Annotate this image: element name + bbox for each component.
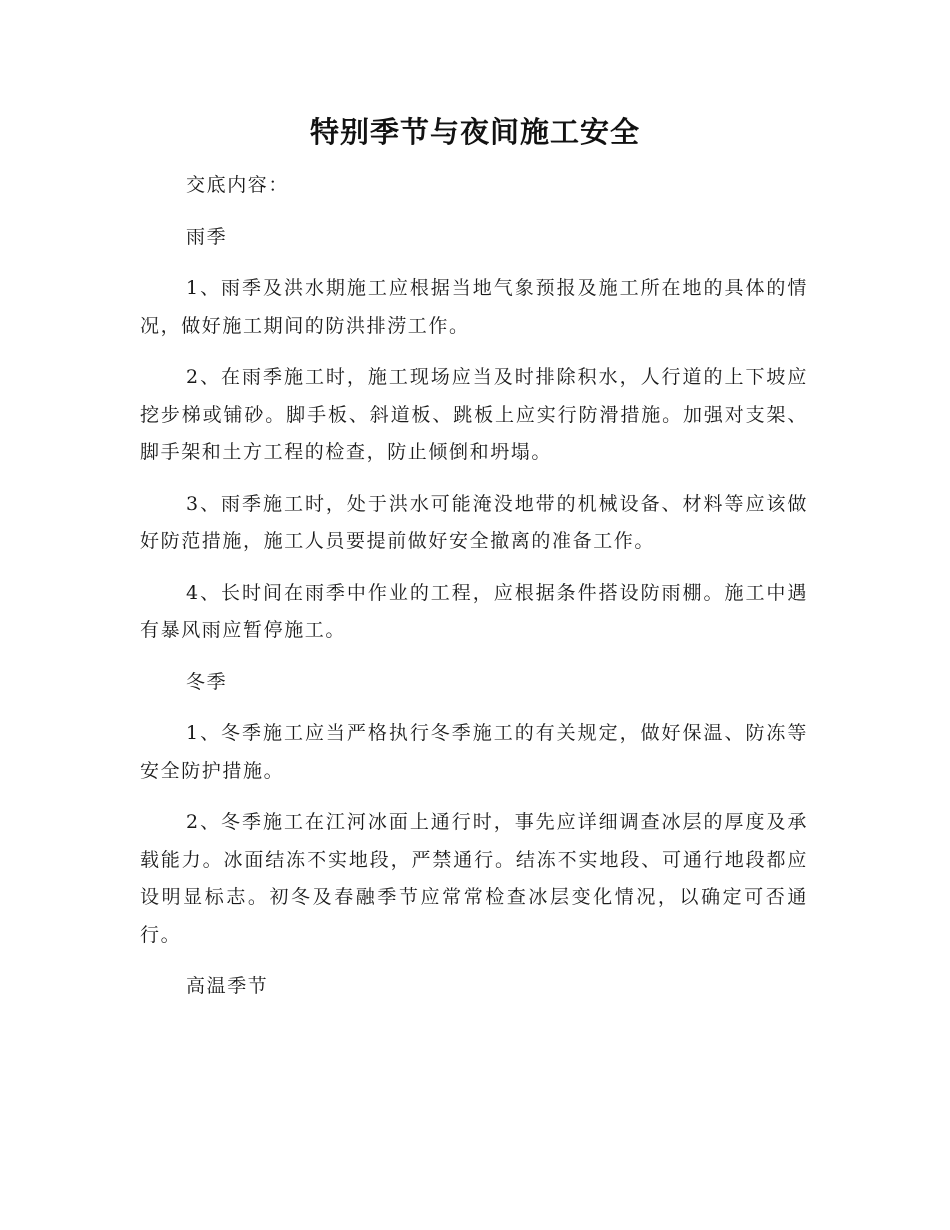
rain-item-4: 4、长时间在雨季中作业的工程，应根据条件搭设防雨棚。施工中遇有暴风雨应暂停施工。 <box>140 581 808 641</box>
document-title: 特别季节与夜间施工安全 <box>309 115 640 149</box>
section-heading-summer: 高温季节 <box>186 975 269 997</box>
document-body <box>140 167 808 1020</box>
section-heading-winter: 冬季 <box>186 670 228 693</box>
winter-item-1: 1、冬季施工应当严格执行冬季施工的有关规定，做好保温、防冻等安全防护措施。 <box>140 722 808 782</box>
intro-label: 交底内容： <box>186 174 290 196</box>
rain-item-2: 2、在雨季施工时，施工现场应当及时排除积水，人行道的上下坡应挖步梯或铺砂。脚手板、斜道板、跳板上应实行防滑措施。加强对支架、脚手架和土方工程的检查，防止倾倒和坍塌。 <box>140 366 808 463</box>
rain-item-3: 3、雨季施工时，处于洪水可能淹没地带的机械设备、材料等应该做好防范措施，施工人员要提前做好安全撤离的准备工作。 <box>140 492 808 552</box>
section-heading-rain: 雨季 <box>186 225 228 248</box>
winter-item-2: 2、冬季施工在江河冰面上通行时，事先应详细调查冰层的厚度及承载能力。冰面结冻不实地段，严禁通行。结冻不实地段、可通行地段都应设明显标志。初冬及春融季节应常常检查冰层变化情况，以确定可否通行。 <box>140 811 808 946</box>
rain-item-1: 1、雨季及洪水期施工应根据当地气象预报及施工所在地的具体的情况，做好施工期间的防洪排涝工作。 <box>140 277 808 337</box>
